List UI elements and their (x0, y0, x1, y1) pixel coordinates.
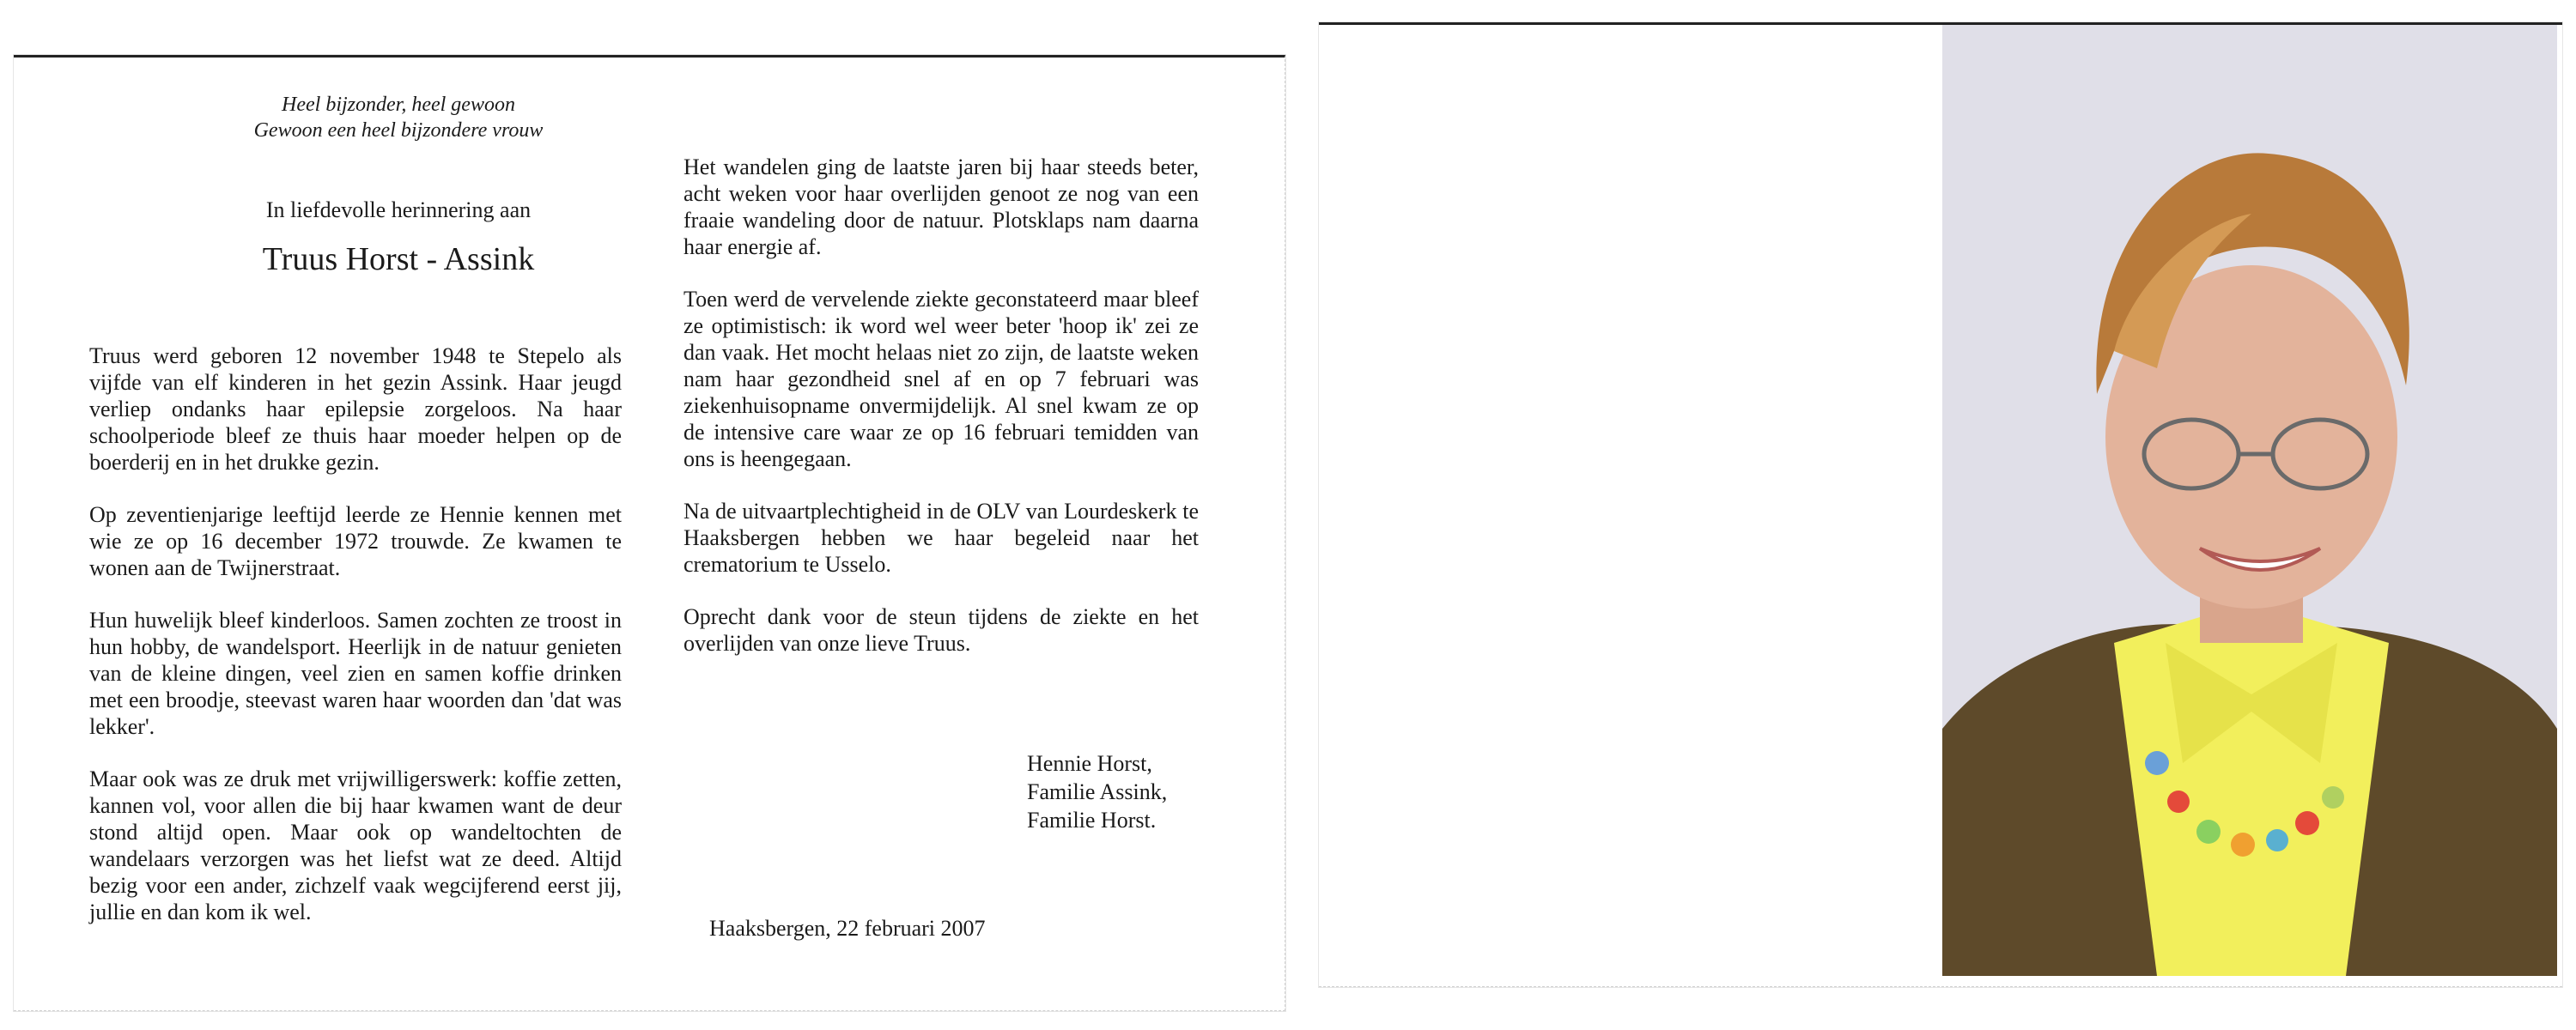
paragraph: Hun huwelijk bleef kinderloos. Samen zochten ze troost in hun hobby, de wandelsport. Heerlijk in de natuur genieten van de kleine dingen, veel zien en samen koffie drinken met een broodje, steevast waren haar woorden dan 'dat was lekker'. (89, 608, 622, 739)
biography-left (89, 342, 622, 951)
place-date: Haaksbergen, 22 februari 2007 (709, 916, 986, 941)
paragraph: Maar ook was ze druk met vrijwilligerswerk: koffie zetten, kannen vol, voor allen die bij haar kwamen want de deur stond altijd open. Maar ook op wandeltochten de wandelaars verzorgen was het liefst wat ze deed. Altijd bezig voor een ander, zichzelf vaak wegcijferend eerst jij, jullie en dan kom ik wel. (89, 766, 622, 924)
card-text-panel (14, 55, 1285, 1011)
card-photo-panel (1319, 22, 2562, 987)
paragraph: Het wandelen ging de laatste jaren bij haar steeds beter, acht weken voor haar overlijden genoot ze nog van een fraaie wandeling door de natuur. Plotsklaps nam daarna haar energie af. (683, 154, 1199, 259)
portrait-photo (1942, 25, 2557, 976)
signoff-line-2: Familie Assink, (1027, 779, 1168, 804)
paragraph: Oprecht dank voor de steun tijdens de ziekte en het overlijden van onze lieve Truus. (683, 604, 1199, 656)
signoff (1027, 749, 1167, 834)
signoff-line-3: Familie Horst. (1027, 808, 1157, 833)
deceased-name: Truus Horst - Assink (262, 241, 535, 277)
paragraph: Truus werd geboren 12 november 1948 te Stepelo als vijfde van elf kinderen in het gezin Assink. Haar jeugd verliep ondanks haar epilepsie zorgeloos. Na haar schoolperiode bleef ze thuis haar moeder helpen op de boerderij en in het drukke gezin. (89, 343, 622, 475)
paragraph: Op zeventienjarige leeftijd leerde ze Hennie kennen met wie ze op 16 december 1972 trouwde. Ze kwamen te wonen aan de Twijnerstraat. (89, 502, 622, 580)
biography-right (683, 154, 1199, 682)
motto-line-2: Gewoon een heel bijzondere vrouw (253, 119, 544, 142)
paragraph: Na de uitvaartplechtigheid in de OLV van Lourdeskerk te Haaksbergen hebben we haar begeleid naar het crematorium te Usselo. (683, 499, 1199, 577)
paragraph: Toen werd de vervelende ziekte geconstateerd maar bleef ze optimistisch: ik word wel weer beter 'hoop ik' zei ze dan vaak. Het mocht helaas niet zo zijn, de laatste weken nam haar gezondheid snel af en op 7 februari was ziekenhuisopname onvermijdelijk. Al snel kwam ze op de intensive care waar ze op 16 februari temidden van ons is heengegaan. (683, 287, 1199, 471)
signoff-line-1: Hennie Horst, (1027, 751, 1152, 776)
intro-text: In liefdevolle herinnering aan (265, 197, 532, 222)
motto-line-1: Heel bijzonder, heel gewoon (282, 94, 515, 116)
portrait-illustration (1942, 25, 2557, 976)
motto (210, 92, 587, 143)
